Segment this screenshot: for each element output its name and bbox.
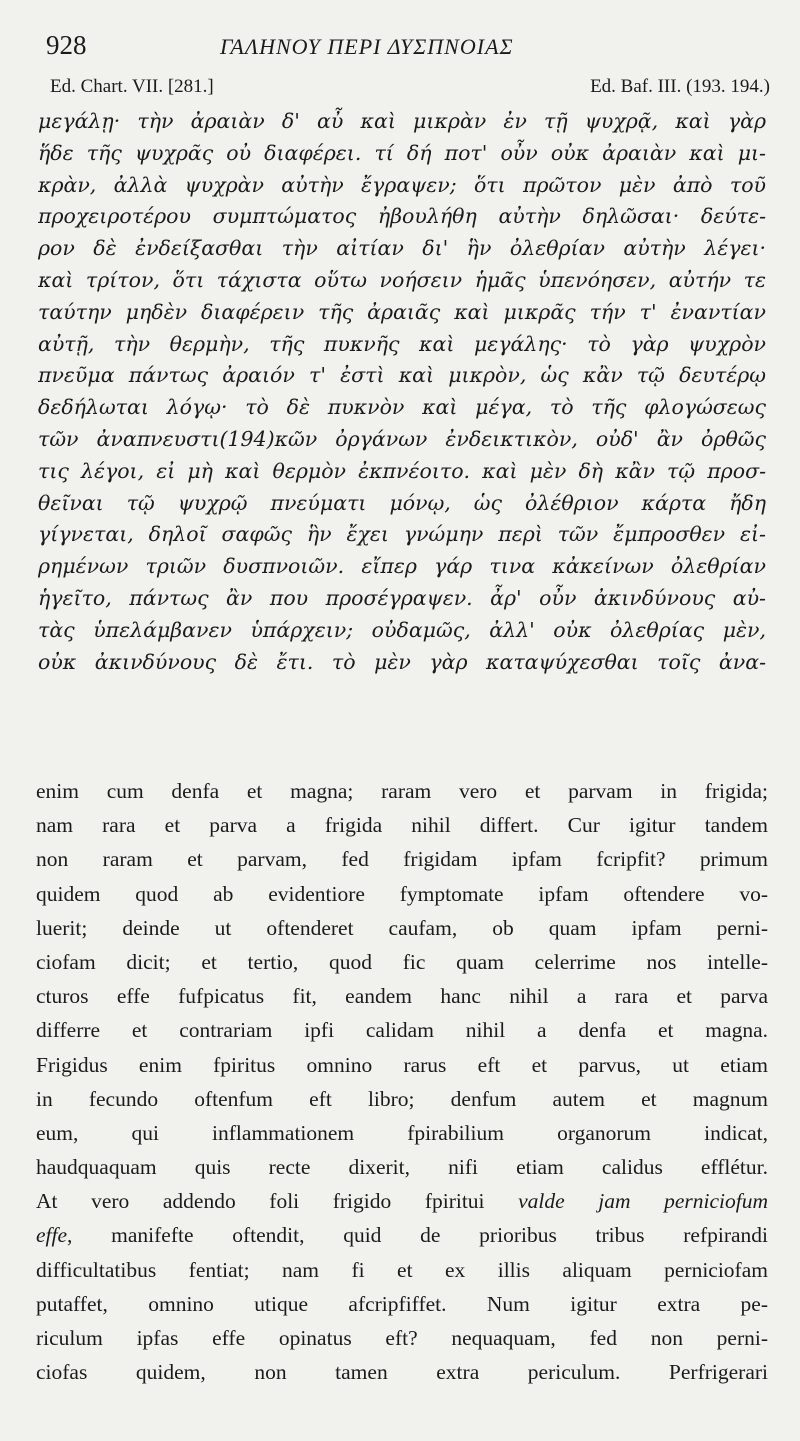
edition-reference-chartier: Ed. Chart. VII. [281.]: [50, 76, 214, 97]
greek-text-line: δεδήλωται λόγῳ· τὸ δὲ πυκνὸν καὶ μέγα, τὸ τῆς φλογώσεως: [38, 395, 766, 420]
running-head: [40, 28, 768, 64]
greek-text-line: μεγάλῃ· τὴν ἀραιὰν δ' αὖ καὶ μικρὰν ἐν τῇ ψυχρᾷ, καὶ γὰρ: [38, 109, 766, 133]
greek-text-line: προχειροτέρου συμπτώματος ἠβουλήθη αὐτὴν δηλῶσαι· δεύτε-: [38, 204, 766, 229]
latin-text-line: [36, 1048, 768, 1082]
greek-text-line: θεῖναι τῷ ψυχρῷ πνεύματι μόνῳ, ὡς ὀλέθριον κάρτα ἤδη: [38, 490, 766, 515]
latin-text-segment: luerit; deinde ut oftenderet caufam, ob quam ipfam perni-: [36, 915, 768, 940]
latin-text-segment: eum, qui inflammationem fpirabilium organorum indicat,: [36, 1120, 768, 1145]
latin-translation-block: [36, 774, 768, 1389]
latin-text-segment: quidem quod ab evidentiore fymptomate ipfam oftendere vo-: [36, 881, 768, 906]
greek-text-line: κρὰν, ἀλλὰ ψυχρὰν αὐτὴν ἔγραψεν; ὅτι πρῶτον μὲν ἀπὸ τοῦ: [38, 172, 766, 197]
latin-text-line: [36, 911, 768, 945]
latin-text-segment: differre et contrariam ipfi calidam nihil a denfa et magna.: [36, 1018, 768, 1043]
greek-text-line: ρημένων τριῶν δυσπνοιῶν. εἴπερ γάρ τινα κἀκείνων ὀλεθρίαν: [38, 554, 766, 579]
latin-text-line: [36, 1253, 768, 1287]
greek-text-line: τὰς ὑπελάμβανεν ὑπάρχειν; οὐδαμῶς, ἀλλ' οὐκ ὀλεθρίας μὲν,: [38, 617, 766, 642]
greek-text-line: καὶ τρίτον, ὅτι τάχιστα οὕτω νοήσειν ἡμᾶς ὑπενόησεν, αὐτήν τε: [38, 267, 766, 292]
greek-text-line: ἡγεῖτο, πάντως ἂν που προσέγραψεν. ἆρ' οὖν ἀκινδύνους αὐ-: [38, 585, 766, 610]
latin-text-line: [36, 877, 768, 911]
greek-text-block: [38, 106, 766, 678]
latin-text-segment: cturos effe fufpicatus fit, eandem hanc nihil a rara et parva: [36, 984, 768, 1009]
latin-text-segment: riculum ipfas effe opinatus eft? nequaquam, fed non perni-: [36, 1326, 768, 1350]
latin-text-segment: enim cum denfa et magna; raram vero et parvam in frigida;: [36, 779, 768, 803]
greek-text-line: γίγνεται, δηλοῖ σαφῶς ἣν ἔχει γνώμην περὶ τῶν ἔμπροσθεν εἰ-: [38, 522, 766, 547]
italic-quotation: effe: [36, 1223, 68, 1248]
latin-text-segment: nam rara et parva a frigida nihil differt. Cur igitur tandem: [36, 813, 768, 838]
latin-text-segment: non raram et parvam, fed frigidam ipfam fcripfit? primum: [36, 847, 768, 872]
greek-text-line: τις λέγοι, εἰ μὴ καὶ θερμὸν ἐκπνέοιτο. καὶ μὲν δὴ κἂν τῷ προσ-: [38, 458, 766, 483]
edition-reference-basel: Ed. Baf. III. (193. 194.): [590, 76, 770, 97]
italic-quotation: valde jam perniciofum: [518, 1189, 768, 1214]
latin-text-line: [36, 774, 768, 808]
page-number: 928: [46, 30, 87, 60]
latin-text-line: [36, 1218, 768, 1252]
greek-text-line: ἥδε τῆς ψυχρᾶς οὐ διαφέρει. τί δή ποτ' οὖν οὐκ ἀραιὰν καὶ μι-: [38, 140, 766, 165]
latin-text-segment: putaffet, omnino utique afcripfiffet. Num igitur extra pe-: [36, 1291, 768, 1316]
latin-text-segment: haudquaquam quis recte dixerit, nifi etiam calidus efflétur.: [36, 1155, 768, 1180]
latin-text-segment: At vero addendo foli frigido fpiritui: [36, 1189, 519, 1214]
latin-text-line: [36, 1355, 768, 1389]
greek-text-line: ταύτην μηδὲν διαφέρειν τῆς ἀραιᾶς καὶ μικρᾶς τήν τ' ἐναντίαν: [38, 299, 766, 324]
running-title: ΓΑΛΗΝΟΥ ΠΕΡΙ ΔΥΣΠΝΟΙΑΣ: [220, 34, 514, 59]
latin-text-line: [36, 1150, 768, 1184]
latin-text-segment: , manifefte oftendit, quid de prioribus tribus refpirandi: [67, 1223, 768, 1248]
latin-text-line: [36, 808, 768, 842]
latin-text-line: [36, 1321, 768, 1355]
latin-text-segment: Frigidus enim fpiritus omnino rarus eft et parvus, ut etiam: [36, 1052, 768, 1077]
latin-text-line: [36, 1082, 768, 1116]
latin-text-segment: difficultatibus fentiat; nam fi et ex illis aliquam perniciofam: [36, 1257, 768, 1282]
latin-text-line: [36, 1184, 768, 1218]
greek-text-line: οὐκ ἀκινδύνους δὲ ἔτι. τὸ μὲν γὰρ καταψύχεσθαι τοῖς ἀνα-: [38, 649, 766, 674]
greek-text-line: πνεῦμα πάντως ἀραιόν τ' ἐστὶ καὶ μικρὸν, ὡς κἂν τῷ δευτέρῳ: [38, 363, 766, 388]
greek-text-line: τῶν ἀναπνευστι(194)κῶν ὀργάνων ἐνδεικτικὸν, οὐδ' ἂν ὀρθῶς: [38, 426, 766, 451]
greek-text-line: αὐτῇ, τὴν θερμὴν, τῆς πυκνῆς καὶ μεγάλης· τὸ γὰρ ψυχρὸν: [38, 331, 766, 356]
latin-text-segment: ciofam dicit; et tertio, quod fic quam celerrime nos intelle-: [36, 949, 768, 974]
latin-text-line: [36, 1287, 768, 1321]
latin-text-line: [36, 842, 768, 876]
latin-text-line: [36, 945, 768, 979]
latin-text-segment: in fecundo oftenfum eft libro; denfum autem et magnum: [36, 1086, 768, 1111]
latin-text-line: [36, 1116, 768, 1150]
greek-text-line: ρον δὲ ἐνδείξασθαι τὴν αἰτίαν δι' ἣν ὀλεθρίαν αὐτὴν λέγει·: [38, 236, 766, 261]
latin-text-segment: ciofas quidem, non tamen extra periculum. Perfrigerari: [36, 1360, 768, 1385]
edition-reference-line: [40, 76, 770, 104]
latin-text-line: [36, 979, 768, 1013]
latin-text-line: [36, 1013, 768, 1047]
